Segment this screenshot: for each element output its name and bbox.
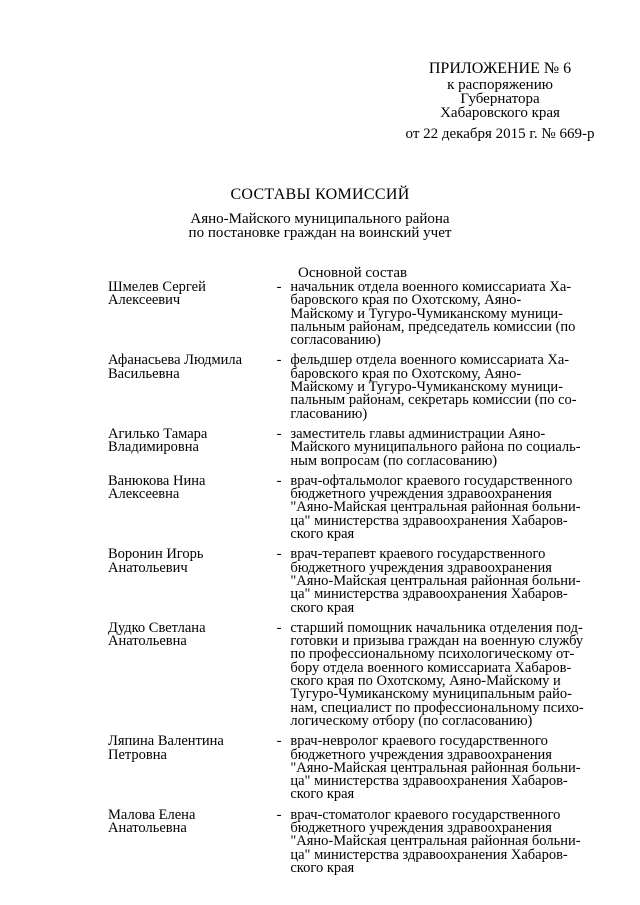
member-dash: - bbox=[276, 279, 282, 295]
member-name: Агилько Тамара Владимировна bbox=[108, 425, 208, 456]
appendix-title: ПРИЛОЖЕНИЕ № 6 bbox=[428, 60, 572, 77]
member-name: Воронин Игорь Анатольевич bbox=[108, 546, 204, 576]
member-row bbox=[108, 548, 604, 614]
member-dash: - bbox=[276, 733, 282, 750]
member-name: Ляпина Валентина Петровна bbox=[108, 733, 224, 763]
member-dash: - bbox=[276, 472, 282, 489]
member-role: начальник отдела военного комиссариата Ха- баровского края по Охотскому, Аяно- Майскому и Тугуро-Чумиканскому муници- пальным районам, председатель комиссии (по согласованию) bbox=[290, 279, 576, 349]
member-row bbox=[108, 619, 604, 729]
member-dash: - bbox=[276, 546, 282, 563]
section-title: Основной состав bbox=[298, 265, 408, 281]
member-row bbox=[108, 281, 604, 347]
member-name: Ванюкова Нина Алексеевна bbox=[108, 472, 206, 503]
appendix-block bbox=[380, 0, 620, 142]
member-row bbox=[108, 806, 604, 876]
member-role: врач-терапевт краевого государственного бюджетного учреждения здравоохранения "Аяно-Майская центральная районная больни- ца" министерства здравоохранения Хабаров- ского края bbox=[290, 546, 581, 616]
document-title: СОСТАВЫ КОМИССИЙ bbox=[230, 186, 410, 203]
member-row bbox=[108, 472, 604, 543]
member-dash: - bbox=[276, 806, 282, 823]
member-role: заместитель главы администрации Аяно- Майского муниципального района по социаль- ным вопросам (по согласованию) bbox=[290, 425, 581, 469]
member-role: врач-невролог краевого государственного бюджетного учреждения здравоохранения "Аяно-Майская центральная районная больни- ца" министерства здравоохранения Хабаров- ского края bbox=[290, 733, 581, 803]
member-role: врач-офтальмолог краевого государственного бюджетного учреждения здравоохранения "Аяно-Майская центральная районная больни- ца" министерства здравоохранения Хабаров- ского края bbox=[290, 472, 581, 543]
member-role: врач-стоматолог краевого государственного бюджетного учреждения здравоохранения "Аяно-Майская центральная районная больни- ца" министерства здравоохранения Хабаров- ского края bbox=[290, 806, 581, 876]
document-subtitle-line-1: Аяно-Майского муниципального района bbox=[190, 211, 450, 227]
member-row bbox=[108, 354, 604, 420]
member-dash: - bbox=[276, 352, 282, 369]
appendix-date: от 22 декабря 2015 г. № 669-р bbox=[405, 126, 595, 142]
member-dash: - bbox=[276, 425, 282, 442]
member-name: Афанасьева Людмила Васильевна bbox=[108, 352, 243, 382]
appendix-line-1: к распоряжению bbox=[447, 77, 553, 93]
appendix-line-3: Хабаровского края bbox=[440, 105, 560, 121]
member-dash: - bbox=[276, 619, 282, 636]
member-name: Малова Елена Анатольевна bbox=[108, 806, 196, 836]
member-row bbox=[108, 425, 604, 469]
member-role: старший помощник начальника отделения под- готовки и призыва граждан на военную службу по профессиональному психологическому от- бору отдела военного комиссариата Хабаров- ского края по Охотскому, Аяно-Майскому и Тугуро-Чумиканскому муниципальным райо- нам, специалист по профессиональному психо- логическому отбору (по согласованию) bbox=[290, 619, 584, 729]
appendix-line-2: Губернатора bbox=[460, 91, 540, 107]
member-role: фельдшер отдела военного комиссариата Ха- баровского края по Охотскому, Аяно- Майскому и Тугуро-Чумиканскому муници- пальным районам, секретарь комиссии (по со- гласованию) bbox=[290, 352, 577, 422]
document-subtitle-line-2: по постановке граждан на воинский учет bbox=[188, 225, 452, 241]
member-row bbox=[108, 735, 604, 801]
member-name: Шмелев Сергей Алексеевич bbox=[108, 279, 206, 309]
member-name: Дудко Светлана Анатольевна bbox=[108, 619, 206, 650]
members-list bbox=[108, 281, 604, 882]
document-subtitle bbox=[0, 212, 640, 240]
